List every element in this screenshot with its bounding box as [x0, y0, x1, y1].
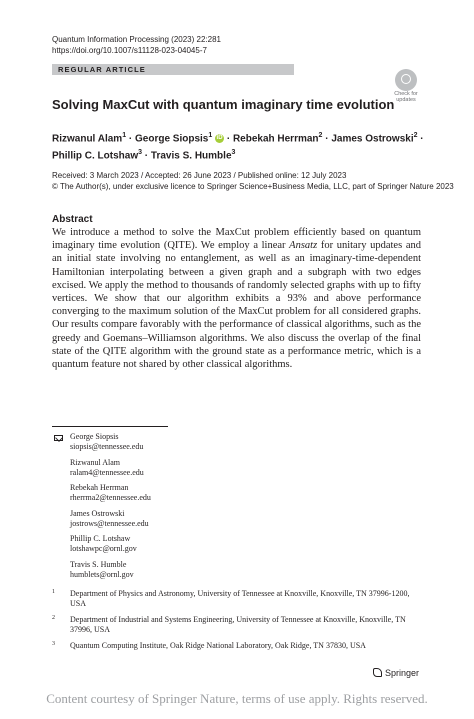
article-type-label: REGULAR ARTICLE — [58, 65, 146, 74]
ansatz-term: Ansatz — [289, 240, 318, 252]
author-affil-ref: 3 — [138, 149, 143, 157]
footnote-divider — [52, 426, 168, 427]
publisher-name: Springer — [385, 668, 420, 678]
author-name[interactable]: James Ostrowski — [331, 133, 414, 145]
author-list — [52, 129, 432, 164]
author-name[interactable]: Rizwanul Alam — [52, 133, 123, 145]
contact-name: George Siopsis — [70, 432, 119, 441]
affiliation-item — [52, 615, 422, 635]
contact-entry — [70, 509, 151, 529]
contact-name: Travis S. Humble — [70, 559, 127, 569]
article-title: Solving MaxCut with quantum imaginary time evolution — [52, 97, 395, 112]
publication-dates — [52, 170, 454, 192]
dates-line: Received: 3 March 2023 / Accepted: 26 June 2023 / Published online: 12 July 2023 — [52, 171, 347, 180]
affiliation-number: 1 — [52, 589, 55, 595]
author-affil-ref: 3 — [231, 149, 236, 157]
author-affil-ref: 1 — [122, 132, 127, 139]
author-affil-ref: 1 — [208, 132, 213, 139]
author-separator: · — [126, 133, 135, 145]
check-updates-icon — [395, 69, 417, 91]
contact-name: Rebekah Herrman — [70, 483, 129, 492]
affiliation-number: 3 — [52, 641, 55, 647]
contact-email[interactable]: lotshawpc@ornl.gov — [70, 544, 137, 553]
author-affil-ref: 2 — [413, 132, 418, 139]
courtesy-notice: Content courtesy of Springer Nature, terms of use apply. Rights reserved. — [46, 691, 428, 706]
contact-entry — [70, 458, 151, 478]
contact-email[interactable]: jostrows@tennessee.edu — [70, 518, 149, 528]
springer-logo — [373, 668, 419, 678]
affiliation-number: 2 — [52, 615, 55, 621]
author-affil-ref: 2 — [318, 132, 323, 139]
contact-list — [70, 432, 151, 585]
orcid-icon[interactable]: iD — [216, 135, 223, 142]
author-separator: · — [142, 150, 151, 162]
contact-name: James Ostrowski — [70, 508, 125, 518]
check-for-updates-badge[interactable] — [391, 69, 421, 103]
doi-link[interactable]: https://doi.org/10.1007/s11128-023-04045-7 — [52, 45, 207, 55]
journal-header — [52, 35, 221, 56]
affiliation-item — [52, 641, 422, 651]
affiliation-text: Department of Industrial and Systems Engineering, University of Tennessee at Knoxville, Knoxville, TN 37996, USA — [70, 615, 406, 634]
contact-email[interactable]: rherrma2@tennessee.edu — [70, 493, 151, 502]
author-name[interactable]: Rebekah Herrman — [232, 133, 319, 145]
contact-name: Rizwanul Alam — [70, 457, 120, 467]
author-name[interactable]: Phillip C. Lotshaw — [52, 150, 139, 162]
abstract-body: We introduce a method to solve the MaxCut problem efficiently based on quantum imaginary time evolution (QITE). We employ a linear Ansatz for unitary updates and an initial state involving no entanglement, as well as an imaginary-time-dependent Hamiltonian interpolating between a given graph and a subgraph with two edges excised. We apply the method to thousands of randomly selected graphs with up to fifty vertices. We show that our algorithm exhibits a 93% and above performance converging to the maximum solution of the MaxCut problem for all considered graphs. Our results compare favorably with the performance of classical algorithms, such as the greedy and Goemans–Williamson algorithms. We also discuss the overlap of the final state of the QITE algorithm with the ground state as a performance metric, which is a quantum feature not shared by other classical algorithms. — [52, 227, 421, 371]
contact-email[interactable]: siopsis@tennessee.edu — [70, 442, 144, 451]
author-separator: · — [224, 133, 233, 145]
author-name[interactable]: Travis S. Humble — [150, 150, 232, 162]
affiliation-text: Department of Physics and Astronomy, University of Tennessee at Knoxville, Knoxville, TN 37996-1200, USA — [70, 589, 410, 608]
contact-entry — [70, 432, 151, 452]
envelope-icon — [54, 435, 63, 441]
contact-email[interactable]: humblets@ornl.gov — [70, 569, 134, 579]
check-updates-line1: Check for — [394, 91, 418, 97]
contact-entry — [70, 560, 151, 580]
springer-horse-icon — [373, 668, 382, 677]
affiliation-list — [52, 589, 422, 657]
contact-entry — [70, 534, 151, 554]
affiliation-item — [52, 589, 422, 609]
author-separator: · — [417, 133, 424, 145]
abstract-heading: Abstract — [52, 214, 93, 225]
check-updates-line2: updates — [396, 97, 416, 103]
article-type-bar — [52, 64, 294, 75]
contact-email[interactable]: ralam4@tennessee.edu — [70, 467, 144, 477]
contact-entry — [70, 483, 151, 503]
author-name[interactable]: George Siopsis — [135, 133, 209, 145]
affiliation-text: Quantum Computing Institute, Oak Ridge National Laboratory, Oak Ridge, TN 37830, USA — [70, 641, 366, 650]
contact-name: Phillip C. Lotshaw — [70, 534, 131, 543]
author-separator: · — [322, 133, 332, 145]
journal-citation: Quantum Information Processing (2023) 22:281 — [52, 35, 221, 44]
copyright-line: © The Author(s), under exclusive licence to Springer Science+Business Media, LLC, part of Springer Nature 2023 — [52, 182, 454, 191]
